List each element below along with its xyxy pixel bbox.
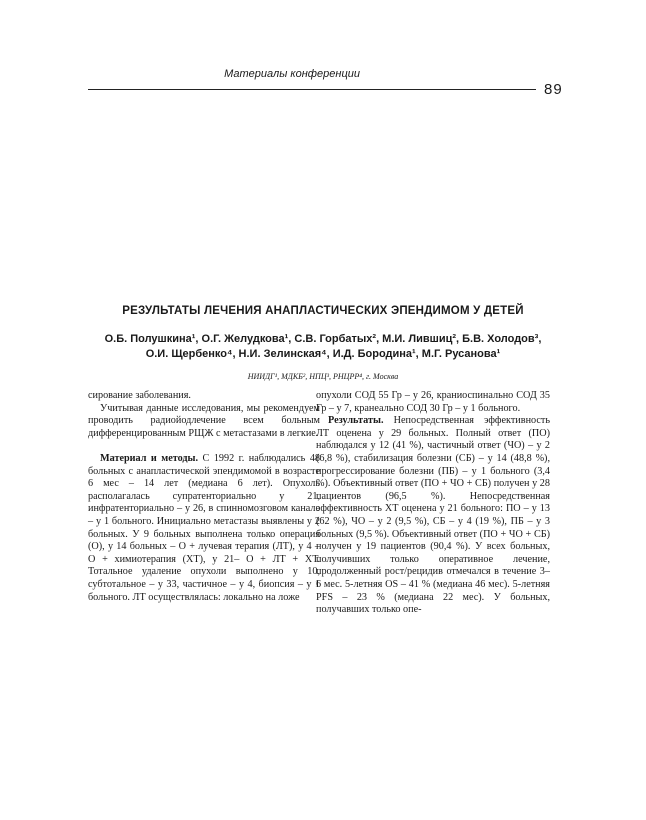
article-title: РЕЗУЛЬТАТЫ ЛЕЧЕНИЯ АНАПЛАСТИЧЕСКИХ ЭПЕНДИМОМ У ДЕТЕЙ (122, 305, 524, 317)
methods-text: С 1992 г. наблюдались 48 больных с анапластической эпендимомой в возрасте 6 мес – 14 лет (медиана 6 лет). Опухоль располагалась супратенториально у 21, инфратенториально – у 26, в спинномозговом канале – у 1 больного. Инициально метастазы выявлены у 2 больных. У 9 больных выполнена только операция (О), у 14 больных – О + лучевая терапия (ЛТ), у 4 – О + химиотерапия (ХТ), у 21– О + ЛТ + ХТ. Тотальное удаление опухоли выполнено у 10, субтотальное – у 33, частичное – у 4, биопсия – у 1 больного. ЛТ осуществлялась: локально на ложе (88, 452, 321, 603)
authors-line-1: О.Б. Полушкина¹, О.Г. Желудкова¹, С.В. Горбатых², М.И. Лившиц², Б.В. Холодов³, (104, 333, 542, 345)
paragraph-recommendation: Учитывая данные исследования, мы рекомендуем проводить радиойодлечение всем больным дифференцированным РЩЖ с метастазами в легкие. (88, 402, 320, 439)
paragraph-continuation: сирование заболевания. (88, 390, 191, 401)
paragraph-methods (88, 453, 320, 604)
authors-line-2: О.И. Щербенко⁴, Н.И. Зелинская⁴, И.Д. Бородина¹, М.Г. Русанова¹ (145, 348, 501, 360)
left-column (88, 390, 320, 604)
results-text: Непосредственная эффективность ЛТ оценена у 29 больных. Полный ответ (ПО) наблюдался у 12 (41 %), частичный ответ (ЧО) – у 2 (6,8 %), стабилизация болезни (СБ) – у 14 (48,8 %), прогрессирование болезни (ПБ) – у 1 больного (3,4 %). Объективный ответ (ПО + ЧО + СБ) получен у 28 пациентов (96,5 %). Непосредственная эффективность ХТ оценена у 21 больного: ПО – у 13 (62 %), ЧО – у 2 (9,5 %), СБ – у 4 (19 %), ПБ – у 3 больных (9,5 %). Объективный ответ (ПО + ЧО + СБ) получен у 19 пациентов (90,4 %). У всех больных, получивших только оперативное лечение, продолженный рост/рецидив отмечался в течение 3–6 мес. 5-летняя OS – 41 % (медиана 46 мес). 5-летняя PFS – 23 % (медиана 22 мес). У больных, получавших только опе- (316, 415, 550, 616)
author-list (0, 332, 646, 362)
running-header: Материалы конференции (224, 68, 360, 80)
paragraph-results (316, 415, 550, 617)
affiliations: НИИДГ¹, МДКБ², НПЦ³, РНЦРР⁴, г. Москва (247, 372, 399, 381)
header-rule (88, 89, 536, 90)
right-column (316, 390, 550, 617)
results-heading: Результаты. (328, 415, 384, 427)
methods-heading: Материал и методы. (100, 452, 199, 464)
paragraph-radiation: опухоли СОД 55 Гр – у 26, краниоспинально СОД 35 Гр – у 7, кранеально СОД 30 Гр – у 1 больного. (316, 390, 550, 414)
page-number: 89 (544, 81, 563, 98)
